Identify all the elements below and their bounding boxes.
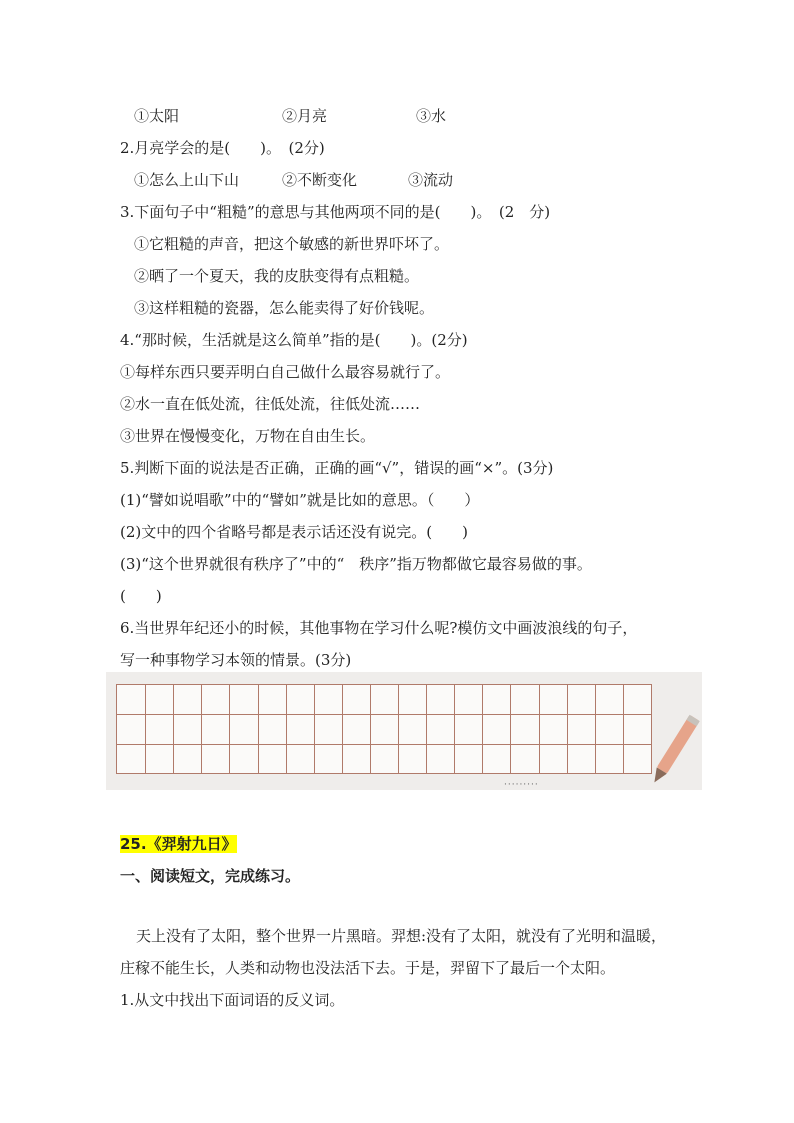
grid-column-line [623, 685, 624, 773]
decorative-dots: ········· [504, 780, 539, 790]
q5-item-3-blank: ( ) [120, 587, 162, 605]
grid-column-line [314, 685, 315, 773]
grid-column-line [370, 685, 371, 773]
passage-line-2: 庄稼不能生长，人类和动物也没法活下去。于是，羿留下了最后一个太阳。 [120, 959, 616, 977]
q2-option-3: ③流动 [408, 171, 454, 189]
section-title-highlight: 25.《羿射九日》 [120, 835, 237, 853]
q6-line-1: 6.当世界年纪还小的时候，其他事物在学习什么呢?模仿文中画波浪线的句子， [120, 619, 638, 637]
q5-item-1: (1)“譬如说唱歌”中的“譬如”就是比如的意思。（ ） [120, 491, 480, 509]
grid-column-line [482, 685, 483, 773]
grid-column-line [229, 685, 230, 773]
section-title [120, 834, 237, 854]
q3-stem: 3.下面句子中“粗糙”的意思与其他两项不同的是( )。 (2 分) [120, 203, 551, 221]
q4-item-3: ③世界在慢慢变化，万物在自由生长。 [120, 427, 376, 445]
q4-stem: 4.“那时候，生活就是这么简单”指的是( )。(2分) [120, 331, 468, 349]
q1-option-2: ②月亮 [282, 107, 328, 125]
grid-column-line [258, 685, 259, 773]
q3-item-1: ①它粗糙的声音，把这个敏感的新世界吓坏了。 [134, 235, 450, 253]
q2-stem: 2.月亮学会的是( )。 (2分) [120, 139, 325, 157]
q5-stem: 5.判断下面的说法是否正确，正确的画“√”，错误的画“×”。(3分) [120, 459, 554, 477]
grid-column-line [201, 685, 202, 773]
q5-item-3: (3)“这个世界就很有秩序了”中的“ 秩序”指万物都做它最容易做的事。 [120, 555, 592, 573]
q1-option-1: ①太阳 [134, 107, 180, 125]
grid-column-line [454, 685, 455, 773]
section-heading: 一、阅读短文，完成练习。 [120, 867, 301, 885]
grid-column-line [342, 685, 343, 773]
grid-column-line [539, 685, 540, 773]
grid-column-line [173, 685, 174, 773]
grid-row-line [117, 744, 651, 745]
q1-option-3: ③水 [416, 107, 447, 125]
grid-row-line [117, 714, 651, 715]
grid-column-line [510, 685, 511, 773]
passage-line-1: 天上没有了太阳，整个世界一片黑暗。羿想:没有了太阳，就没有了光明和温暖， [136, 927, 667, 945]
pencil-icon [648, 715, 700, 788]
q2-option-2: ②不断变化 [282, 171, 358, 189]
grid-column-line [286, 685, 287, 773]
writing-grid[interactable] [116, 684, 652, 774]
q6-line-2: 写一种事物学习本领的情景。(3分) [120, 651, 352, 669]
section25-q1: 1.从文中找出下面词语的反义词。 [120, 991, 345, 1009]
grid-column-line [426, 685, 427, 773]
q5-item-2: (2)文中的四个省略号都是表示话还没有说完。( ) [120, 523, 468, 541]
q3-item-3: ③这样粗糙的瓷器，怎么能卖得了好价钱呢。 [134, 299, 435, 317]
grid-column-line [595, 685, 596, 773]
writing-grid-area [106, 672, 702, 790]
q3-item-2: ②晒了一个夏天，我的皮肤变得有点粗糙。 [134, 267, 420, 285]
q2-option-1: ①怎么上山下山 [134, 171, 240, 189]
grid-column-line [567, 685, 568, 773]
grid-column-line [398, 685, 399, 773]
q4-item-2: ②水一直在低处流，往低处流，往低处流…… [120, 395, 421, 413]
grid-column-line [145, 685, 146, 773]
q4-item-1: ①每样东西只要弄明白自己做什么最容易就行了。 [120, 363, 451, 381]
